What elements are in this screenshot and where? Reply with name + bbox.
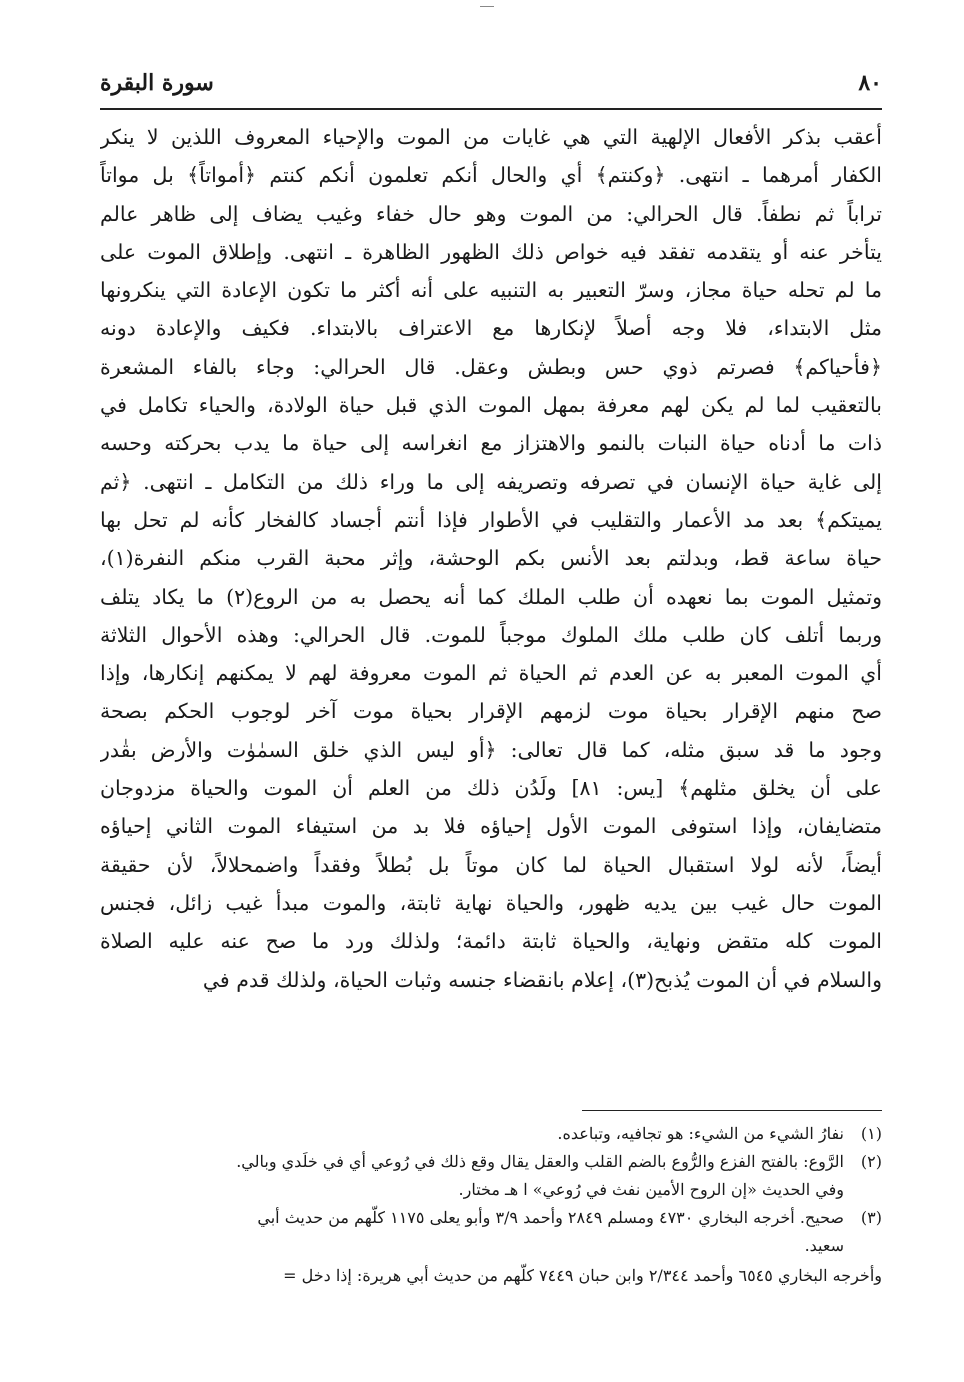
text-line: ما لم تحله حياة مجاز، وسرّ التعبير به التنبيه على أنه أكثر ما تكون الإعادة التي ينكرونها: [100, 278, 882, 303]
text-line: تراباً ثم نطفاً. قال الحرالي: من الموت وهو حال خفاء وغيب يضاف إلى ظاهر عالم: [100, 201, 882, 226]
text-line: صح منهم الإقرار بحياة موت لزمهم الإقرار بحياة موت آخر لوجوب الحكم بصحة: [100, 699, 882, 724]
footnote-number: (٣): [860, 1208, 882, 1227]
footnotes: [100, 1120, 882, 1292]
text-line: الكفار أمرهما ـ انتهى. ﴿وكنتم﴾ أي والحال أنكم تعلمون أنكم كنتم ﴿أمواتاً﴾ بل مواتاً: [100, 163, 882, 188]
footnote-text: الرَّوع: بالفتح الفزع والرُّوع بالضم القلب والعقل يقال وقع ذلك في رُوعي أي في خلَدي وبالي.: [236, 1152, 844, 1171]
text-line: الموت حال غيب بين يديه ظهور، والحياة نهاية ثابتة، والموت مبدأ غيب زائل، فجنس: [100, 890, 882, 915]
scan-mark: [480, 6, 494, 7]
text-line: حياة ساعة قط، وبدلتم بعد الأنس بكم الوحشة، وإثر محبة القرب منكم النفرة(١)،: [100, 546, 882, 571]
text-line: والسلام في أن الموت يُذبح(٣)، إعلام بانقضاء جنسه وثبات الحياة، ولذلك قدم في: [202, 967, 882, 992]
footnote-text: سعيد.: [804, 1236, 844, 1255]
text-line: أعقب بذكر الأفعال الإلهية التي هي غايات من الموت والإحياء المعروف اللذين لا ينكر: [100, 125, 882, 149]
text-line: ﴿فأحياكم﴾ فصرتم ذوي حس وبطش وعقل. قال الحرالي: وجاء بالفاء المشعرة: [100, 354, 882, 379]
footnote: [100, 1204, 882, 1232]
footnote: [100, 1176, 882, 1204]
text-line: ذات ما أدناه حياة النبات بالنمو والاهتزاز مع انغراسه إلى حياة ما يدب بحركته وحسه: [100, 431, 882, 456]
footnote-divider: [582, 1110, 882, 1111]
text-line: يميتكم﴾ بعد مد الأعمار والتقليب في الأطوار فإذا أنتم أجساد كالفخار كأنه لم تحل بها: [100, 507, 882, 532]
text-line: يتأخر عنه أو يتقدمه تفقد فيه خواص ذلك الظهور الظاهرة ـ انتهى. وإطلاق الموت على: [100, 239, 882, 264]
header-divider: [100, 108, 882, 110]
text-line: مثل الابتداء، فلا وجه أصلاً لإنكارها مع الاعتراف بالابتداء. فكيف والإعادة دونه: [100, 316, 882, 341]
footnote-text: وفي الحديث «إن الروح الأمين نفث في رُوعي» ا هـ مختار.: [458, 1180, 844, 1199]
text-line: أيضاً، لأنه لولا استقبال الحياة لما كان موتاً بل بُطلاً وفقداً واضمحلالاً، لأن حقيقة: [100, 852, 882, 877]
text-line: وجود ما قد سبق مثله، كما قال تعالى: ﴿أو ليس الذي خلق السمٰوٰت والأرض بقٰدر: [100, 737, 882, 762]
text-line: الموت كله متقض ونهاية، والحياة ثابتة دائمة؛ ولذلك ورد ما صح عنه عليه الصلاة: [100, 929, 882, 954]
text-line: وتمثيل الموت بما نعهده أن طلب الملك كما أنه يحصل به من الروع(٢) ما يكاد يتلف: [100, 584, 882, 609]
footnote-text: نفارُ الشيء من الشيء: هو تجافيه، وتباعده.: [557, 1124, 844, 1143]
footnote: [100, 1120, 882, 1148]
footnote: [100, 1232, 882, 1260]
footnote: [100, 1148, 882, 1176]
text-line: إلى غاية حياة الإنسان في تصرفه وتصريفه إلى ما وراء ذلك من التكامل ـ انتهى. ﴿ثم: [100, 469, 882, 494]
text-line: أي الموت المعبر به عن العدم ثم الحياة ثم الموت معروفة لهم لا يمكنهم إنكارها، وإذا: [100, 661, 882, 686]
footnote-number: (٢): [860, 1152, 882, 1171]
footnote-number: (١): [860, 1124, 882, 1143]
surah-title: سورة البقرة: [100, 70, 214, 96]
text-line: متضايفان، وإذا استوفى الموت الأول إحياؤه فلا بد من استيفاء الموت الثاني إحياؤه: [100, 814, 882, 839]
main-text: [100, 118, 882, 999]
page-header: [100, 64, 882, 104]
footnote-text: صحيح. أخرجه البخاري ٤٧٣٠ ومسلم ٢٨٤٩ وأحمد ٣/٩ وأبو يعلى ١١٧٥ كلّهم من حديث أبي: [257, 1208, 844, 1227]
text-line: بالتعقيب لما لم يكن لهم معرفة بمهل الموت الذي قبل حياة الولادة، والحياء تكامل في: [100, 393, 882, 418]
text-line: على أن يخلق مثلهم﴾ [يس: ٨١] ولَدُن ذلك من العلم أن الموت والحياة مزدوجان: [100, 776, 882, 801]
text-line: وربما أتلف كان طلب ملك الملوك موجباً للموت. قال الحرالي: وهذه الأحوال الثلاثة: [100, 622, 882, 647]
page-number: ٨٠: [858, 70, 882, 96]
footnote-continuation: وأخرجه البخاري ٦٥٤٥ وأحمد ٢/٣٤٤ وابن حبان ٧٤٤٩ كلّهم من حديث أبي هريرة: إذا دخل =: [283, 1266, 882, 1285]
